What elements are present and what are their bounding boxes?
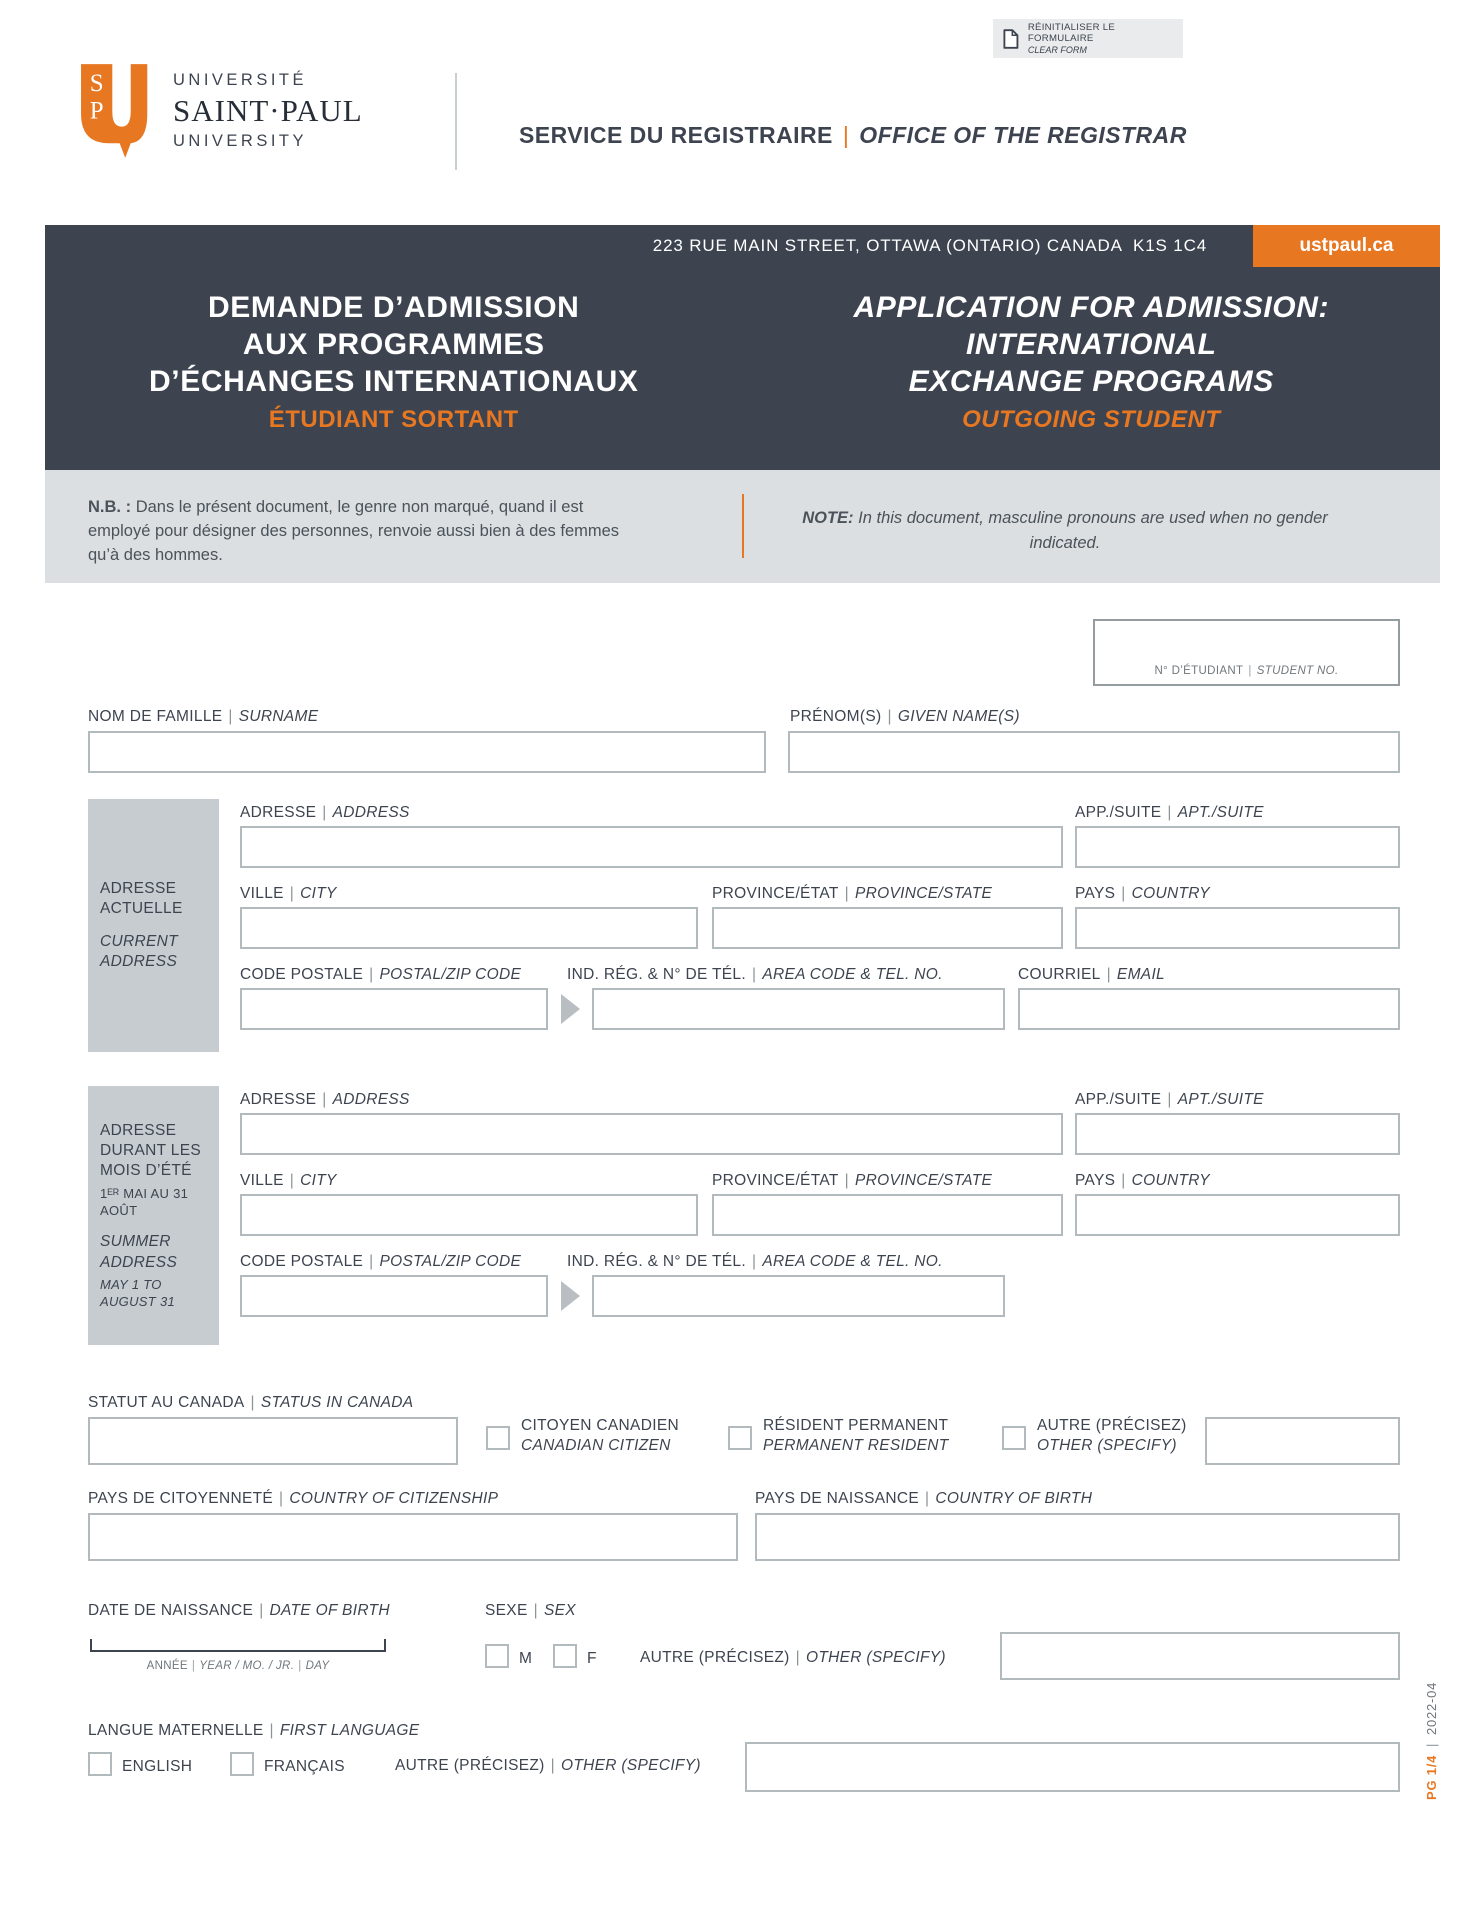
title-fr-subtitle: ÉTUDIANT SORTANT <box>268 406 519 433</box>
status-other-checkbox[interactable] <box>1002 1426 1026 1450</box>
language-francais-label: FRANÇAIS <box>264 1758 345 1775</box>
sex-m-label: M <box>519 1650 533 1667</box>
sex-label: SEXE | SEX <box>485 1602 576 1619</box>
sex-other-input[interactable] <box>1000 1632 1400 1680</box>
arrow-icon <box>561 994 580 1024</box>
university-logo <box>70 60 162 162</box>
sex-other-label: AUTRE (PRÉCISEZ) | OTHER (SPECIFY) <box>640 1649 946 1666</box>
title-french <box>45 289 743 434</box>
arrow-icon <box>561 1281 580 1311</box>
dob-bracket[interactable] <box>90 1639 386 1652</box>
title-en-line2: INTERNATIONAL <box>965 328 1217 361</box>
given-names-label: PRÉNOM(S) | GIVEN NAME(S) <box>790 708 1020 725</box>
page-footer <box>1424 1662 1439 1800</box>
registrar-separator: | <box>842 122 850 148</box>
logo-saintpaul: SAINT·PAUL <box>173 93 363 128</box>
registrar-fr: SERVICE DU REGISTRAIRE <box>519 122 833 148</box>
summer-apt-input[interactable] <box>1075 1113 1400 1155</box>
address-bar <box>45 225 1440 267</box>
campus-address: 223 RUE MAIN STREET, OTTAWA (ONTARIO) CANADA K1S 1C4 <box>652 236 1207 255</box>
website-badge[interactable]: ustpaul.ca <box>1253 225 1440 267</box>
current-province-input[interactable] <box>712 907 1063 949</box>
document-icon <box>1003 28 1019 50</box>
birth-country-input[interactable] <box>755 1513 1400 1561</box>
current-postal-label: CODE POSTALE | POSTAL/ZIP CODE <box>240 966 522 983</box>
birth-country-label: PAYS DE NAISSANCE | COUNTRY OF BIRTH <box>755 1490 1093 1507</box>
logo-university: UNIVERSITY <box>173 132 308 150</box>
title-fr-line1: DEMANDE D’ADMISSION <box>208 291 580 324</box>
language-other-input[interactable] <box>745 1742 1400 1792</box>
footer-separator: | <box>1424 1742 1439 1747</box>
current-phone-input[interactable] <box>592 988 1005 1030</box>
current-phone-label: IND. RÉG. & N° DE TÉL. | AREA CODE & TEL. NO. <box>567 966 943 983</box>
current-postal-input[interactable] <box>240 988 548 1030</box>
language-francais-checkbox[interactable] <box>230 1752 254 1776</box>
title-en-line3: EXCHANGE PROGRAMS <box>908 365 1274 398</box>
summer-city-input[interactable] <box>240 1194 698 1236</box>
note-en-text: In this document, masculine pronouns are used when no gender indicated. <box>858 509 1328 552</box>
summer-postal-label: CODE POSTALE | POSTAL/ZIP CODE <box>240 1253 522 1270</box>
current-apt-input[interactable] <box>1075 826 1400 868</box>
citizen-label: CITOYEN CANADIEN CANADIAN CITIZEN <box>521 1417 679 1455</box>
header-divider <box>455 73 457 170</box>
dob-label: DATE DE NAISSANCE | DATE OF BIRTH <box>88 1602 390 1619</box>
language-label: LANGUE MATERNELLE | FIRST LANGUAGE <box>88 1722 420 1739</box>
given-names-input[interactable] <box>788 731 1400 773</box>
summer-province-input[interactable] <box>712 1194 1063 1236</box>
note-en-label: NOTE: <box>802 509 854 527</box>
current-apt-label: APP./SUITE | APT./SUITE <box>1075 804 1264 821</box>
dob-format-label: ANNÉE | YEAR / MO. / JR. | DAY <box>146 1660 330 1672</box>
logo-wordmark <box>173 71 363 151</box>
note-english <box>785 506 1345 556</box>
surname-input[interactable] <box>88 731 766 773</box>
registrar-en: OFFICE OF THE REGISTRAR <box>859 122 1187 148</box>
registrar-heading <box>519 122 1187 149</box>
summer-address-label: ADRESSE | ADDRESS <box>240 1091 410 1108</box>
status-input[interactable] <box>88 1417 458 1465</box>
summer-postal-input[interactable] <box>240 1275 548 1317</box>
summer-address-section-label: ADRESSE DURANT LES MOIS D’ÉTÉ 1ᴱᴿ MAI AU 31 AOÛT SUMMER ADDRESS MAY 1 TO AUGUST 31 <box>88 1086 219 1345</box>
version-label: 2022-04 <box>1424 1681 1439 1735</box>
clear-form-button[interactable] <box>993 19 1183 58</box>
summer-country-label: PAYS | COUNTRY <box>1075 1172 1210 1189</box>
note-block <box>45 470 1440 583</box>
logo-universite: UNIVERSITÉ <box>173 71 308 89</box>
sex-m-checkbox[interactable] <box>485 1644 509 1668</box>
citizen-checkbox[interactable] <box>486 1426 510 1450</box>
summer-phone-input[interactable] <box>592 1275 1005 1317</box>
title-en-line1: APPLICATION FOR ADMISSION: <box>853 291 1330 324</box>
status-other-input[interactable] <box>1205 1417 1400 1465</box>
current-email-label: COURRIEL | EMAIL <box>1018 966 1165 983</box>
summer-country-input[interactable] <box>1075 1194 1400 1236</box>
title-en-subtitle: OUTGOING STUDENT <box>962 406 1221 433</box>
current-address-section-label: ADRESSE ACTUELLE CURRENT ADDRESS <box>88 799 219 1052</box>
logo-letter-p: P <box>89 97 104 125</box>
citizenship-label: PAYS DE CITOYENNETÉ | COUNTRY OF CITIZENSHIP <box>88 1490 499 1507</box>
current-country-input[interactable] <box>1075 907 1400 949</box>
language-english-label: ENGLISH <box>122 1758 193 1775</box>
surname-label: NOM DE FAMILLE | SURNAME <box>88 708 319 725</box>
current-address-input[interactable] <box>240 826 1063 868</box>
note-french <box>88 496 633 568</box>
summer-city-label: VILLE | CITY <box>240 1172 337 1189</box>
language-other-label: AUTRE (PRÉCISEZ) | OTHER (SPECIFY) <box>395 1757 701 1774</box>
language-english-checkbox[interactable] <box>88 1752 112 1776</box>
status-other-label: AUTRE (PRÉCISEZ) OTHER (SPECIFY) <box>1037 1417 1187 1455</box>
current-address-label: ADRESSE | ADDRESS <box>240 804 410 821</box>
summer-province-label: PROVINCE/ÉTAT | PROVINCE/STATE <box>712 1172 993 1189</box>
sex-f-label: F <box>587 1650 597 1667</box>
note-divider <box>742 494 744 558</box>
current-city-label: VILLE | CITY <box>240 885 337 902</box>
summer-apt-label: APP./SUITE | APT./SUITE <box>1075 1091 1264 1108</box>
title-fr-line3: D’ÉCHANGES INTERNATIONAUX <box>149 365 639 398</box>
summer-address-input[interactable] <box>240 1113 1063 1155</box>
citizenship-input[interactable] <box>88 1513 738 1561</box>
current-province-label: PROVINCE/ÉTAT | PROVINCE/STATE <box>712 885 993 902</box>
current-city-input[interactable] <box>240 907 698 949</box>
header-banner <box>45 225 1440 470</box>
page-number: PG 1/4 <box>1424 1754 1439 1800</box>
clear-form-label: RÉINITIALISER LE FORMULAIRE CLEAR FORM <box>1027 22 1116 55</box>
sex-f-checkbox[interactable] <box>553 1644 577 1668</box>
permanent-resident-checkbox[interactable] <box>728 1426 752 1450</box>
status-label: STATUT AU CANADA | STATUS IN CANADA <box>88 1394 414 1411</box>
current-email-input[interactable] <box>1018 988 1400 1030</box>
note-fr-label: N.B. : <box>88 498 132 516</box>
student-no-label: N° D’ÉTUDIANT | STUDENT NO. <box>1154 665 1339 677</box>
logo-letter-s: S <box>89 69 104 97</box>
current-country-label: PAYS | COUNTRY <box>1075 885 1210 902</box>
permanent-resident-label: RÉSIDENT PERMANENT PERMANENT RESIDENT <box>763 1417 949 1455</box>
student-no-box[interactable] <box>1093 619 1400 686</box>
summer-phone-label: IND. RÉG. & N° DE TÉL. | AREA CODE & TEL. NO. <box>567 1253 943 1270</box>
note-fr-text: Dans le présent document, le genre non marqué, quand il est employé pour désigner des personnes, renvoie aussi bien à des femmes qu’à des hommes. <box>88 498 620 564</box>
title-english <box>743 289 1441 434</box>
title-fr-line2: AUX PROGRAMMES <box>242 328 545 361</box>
